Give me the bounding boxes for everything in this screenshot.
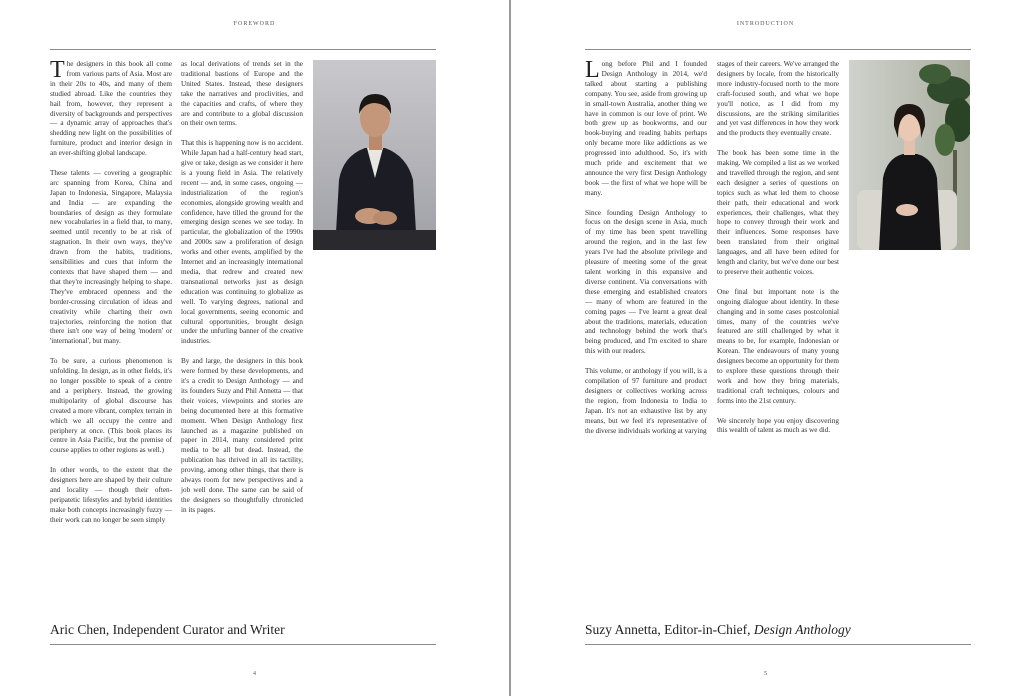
page-number: 4 (253, 671, 256, 677)
publication-name: Design Anthology (753, 622, 851, 637)
portrait-photo-suzy-annetta (849, 60, 970, 250)
introduction-paragraph: The book has been some time in the making. We compiled a list as we worked and travelled through the region, and sent each designer a series of questions on topics such as what led them to choose their path, their educational and work experiences, their challenges, what they hope to convey through their work and their influences. Some responses have been translated from their original languages, and all have been edited for length and clarity, but we've done our best to preserve their authentic voices. (717, 149, 839, 277)
left-page (0, 0, 509, 696)
foreword-column-2 (181, 60, 303, 516)
portrait-photo-aric-chen (313, 60, 436, 250)
top-rule (50, 49, 436, 50)
introduction-paragraph: stages of their careers. We've arranged the designers by locale, from the historically more industry-focused north to the more craft-focused south, and what we hope you'll notice, as I did from my discussions, are the striking similarities and yet vast differences in how they work and the products they eventually create. (717, 60, 839, 138)
author-signature: Aric Chen, Independent Curator and Writer (50, 622, 285, 637)
running-head-foreword: FOREWORD (233, 21, 276, 27)
introduction-column-1 (585, 57, 707, 436)
foreword-paragraph: The designers in this book all come from various parts of Asia. Most are in their 20s to 40s, and many of them studied abroad. Like the countries they hail from, however, they represent a diversity of backgrounds and perspectives — a dynamic array of approaches that's shedding new light on the possibilities of furniture, product and interior design in an ever-shifting global landscape. (50, 57, 172, 158)
foreword-column-1 (50, 57, 172, 526)
introduction-column-2 (717, 60, 839, 436)
foreword-paragraph: as local derivations of trends set in the traditional bastions of Europe and the United States. Instead, these designers take the narratives and proclivities, and the capacities and crafts, of where they are and contribute to a global discussion on their own terms. (181, 60, 303, 128)
drop-cap: L (585, 57, 600, 83)
foreword-paragraph: By and large, the designers in this book were formed by these developments, and it's a credit to Design Anthology — and its founders Suzy and Phil Annetta — that their voices, viewpoints and stories are being documented here at this formative moment. When Design Anthology first launched as a magazine published on paper in 2014, many considered print media to be all but dead. Instead, the publication has thrived in all its tactility, proving, among other things, that there is always room for new perspectives and a job well done. The same can be said of the designers so thoughtfully chronicled in its pages. (181, 357, 303, 514)
bottom-rule (50, 644, 436, 645)
introduction-paragraph: Since founding Design Anthology to focus on the design scene in Asia, much of my time has been spent travelling around the region, and in the last few years I've had the absolute privilege and pleasure of meeting some of the great talent working in this expansive and diverse continent. Via conversations with these emerging and established creators — many of whom are featured in the coming pages — I've learnt a great deal about the traditions, materials, education and technology behind the work that's being produced, and I'm excited to share this with our readers. (585, 208, 707, 356)
foreword-paragraph: That this is happening now is no accident. While Japan had a half-century head start, give or take, design as we consider it here is a young field in Asia. The relatively recent — and, in some cases, ongoing — industrialization of the region's economies, alongside growing wealth and confidence, have tilled the ground for the emerging design scenes we see today. In particular, the globalization of the 1990s and 2000s saw a proliferation of design works and other events, amplified by the Internet and an increasingly international media, that redrew and created new transnational networks just as design education was continuing to globalize as well. To varying degrees, national and local governments, seeing economic and cultural opportunities, brought design under the unfurling banner of the creative industries. (181, 139, 303, 346)
page-number: 5 (764, 671, 767, 677)
bottom-rule (585, 644, 971, 645)
foreword-paragraph: In other words, to the extent that the designers here are shaped by their culture and locality — though their often-peripatetic lifestyles and hybrid identities make both concepts increasingly fuzzy — their work can no longer be seen simply (50, 466, 172, 524)
drop-cap: T (50, 57, 65, 83)
introduction-paragraph: Long before Phil and I founded Design Anthology in 2014, we'd talked about starting a publishing company. You see, aside from growing up in small-town Australia, another thing we have in common is our love of print. We both grew up as bookworms, and our book-buying and reading habits perhaps only became more like addictions as we progressed into adulthood. So, it's with much pride and excitement that we announce the very first Design Anthology book — the first of what we hope will be many. (585, 57, 707, 197)
author-signature: Suzy Annetta, Editor-in-Chief, Design Anthology (585, 622, 851, 637)
introduction-paragraph: One final but important note is the ongoing dialogue about identity. In these changing and in some cases postcolonial times, many of the countries we've featured are still challenged by what it means to be, for example, Indonesian or Korean. The endeavours of many young designers become an opportunity for them to explore these questions through their work and how they bring materials, traditional craft techniques, colours and forms into the 21st century. (717, 287, 839, 405)
top-rule (585, 49, 971, 50)
foreword-paragraph: To be sure, a curious phenomenon is unfolding. In design, as in other fields, it's no longer possible to speak of a centre and a periphery. Instead, the growing multipolarity of global discourse has created a more vibrant, complex terrain in which we all occupy the centre and periphery at once. (This book places its centre in Asia Pacific, but the premise of course applies to other regions as well.) (50, 357, 172, 455)
right-page (511, 0, 1020, 696)
foreword-paragraph: These talents — covering a geographic arc spanning from Korea, China and Japan to Indonesia, Singapore, Malaysia and India — are expanding the boundaries of design as they formulate new vocabularies in a field that, to many, seemed until recently to be at risk of stagnation. In their own ways, they've drawn from the habits, traditions, sensibilities and cues that inform the contexts that have shaped them — and that they're increasingly helping to shape. They've embraced openness and the border-crossing circulation of ideas and creativity while charting their own trajectories, reinforcing the notion that there isn't one way of being 'modern' or 'international', but many. (50, 168, 172, 346)
introduction-paragraph: We sincerely hope you enjoy discovering this wealth of talent as much as we did. (717, 416, 839, 435)
running-head-introduction: INTRODUCTION (736, 21, 795, 27)
introduction-paragraph: This volume, or anthology if you will, is a compilation of 97 furniture and product designers or collectives working across the region, from Indonesia to India to Japan. It's not an exhaustive list by any means, but we feel it's representative of the diverse individuals working at varying (585, 367, 707, 435)
